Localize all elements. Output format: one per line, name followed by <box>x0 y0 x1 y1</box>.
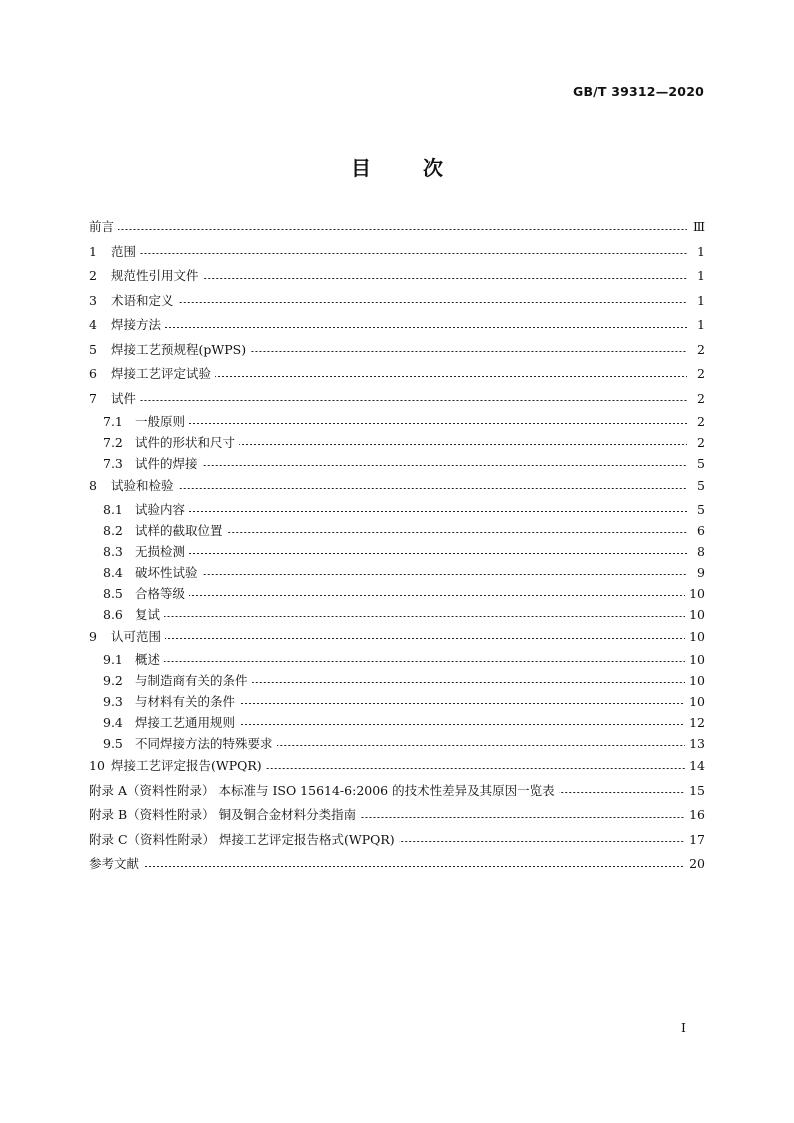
toc-entry[interactable] <box>89 313 705 338</box>
toc-entry[interactable] <box>89 453 705 474</box>
toc-entry-page: 2 <box>697 414 705 429</box>
toc-entry-title: 试件的形状和尺寸 <box>135 435 236 450</box>
dot-leader <box>239 724 685 725</box>
toc-entry-title: 无损检测 <box>135 543 186 559</box>
toc-entry-number: 9.5 <box>103 736 123 751</box>
toc-entry-title: 焊接方法 <box>111 317 162 332</box>
toc-entry-page: 5 <box>697 501 705 517</box>
toc-entry[interactable] <box>89 828 705 853</box>
toc-entry[interactable] <box>89 215 705 240</box>
dot-leader <box>140 400 687 401</box>
toc-entry-page: 14 <box>689 758 705 773</box>
dot-leader <box>165 327 687 328</box>
toc-entry-page: 9 <box>697 564 705 580</box>
dot-leader <box>250 351 687 352</box>
toc-entry[interactable] <box>89 803 705 828</box>
toc-entry-number: 8.6 <box>103 606 123 622</box>
dot-leader <box>399 841 685 842</box>
toc-entry-title: 附录 A（资料性附录） 本标准与 ISO 15614-6:2006 的技术性差异及其原因一览表 <box>89 782 555 798</box>
toc-entry-number: 10 <box>89 758 105 773</box>
dot-leader <box>189 423 687 424</box>
toc-entry-number: 2 <box>89 268 97 283</box>
toc-entry[interactable] <box>89 541 705 562</box>
toc-entry-title: 前言 <box>89 219 115 234</box>
toc-entry[interactable] <box>89 289 705 314</box>
toc-entry-title: 破坏性试验 <box>135 564 198 580</box>
toc-entry-title: 试验内容 <box>135 501 186 517</box>
toc-entry-number: 5 <box>89 341 97 357</box>
toc-entry-page: 10 <box>689 652 705 667</box>
toc-entry-title: 焊接工艺通用规则 <box>135 715 236 730</box>
dot-leader <box>203 278 687 279</box>
dot-leader <box>252 682 686 683</box>
toc-entry-number: 7.1 <box>103 414 123 429</box>
toc-entry-page: 15 <box>689 782 705 798</box>
toc-entry[interactable] <box>89 649 705 670</box>
toc-entry-number: 3 <box>89 292 97 308</box>
toc-entry-title: 范围 <box>111 243 137 259</box>
toc-entry[interactable] <box>89 852 705 877</box>
toc-entry-title: 规范性引用文件 <box>111 268 199 283</box>
toc-entry-page: 17 <box>689 831 705 847</box>
toc-entry[interactable] <box>89 625 705 650</box>
toc-entry-number: 1 <box>89 243 97 259</box>
toc-entry-page: 2 <box>697 435 705 450</box>
toc-entry[interactable] <box>89 604 705 625</box>
toc-entry[interactable] <box>89 691 705 712</box>
table-of-contents <box>89 215 705 877</box>
toc-entry-number: 8.2 <box>103 522 123 538</box>
toc-entry[interactable] <box>89 670 705 691</box>
toc-entry[interactable] <box>89 583 705 604</box>
dot-leader <box>178 302 687 303</box>
toc-entry-page: 10 <box>689 673 705 688</box>
toc-entry[interactable] <box>89 779 705 804</box>
dot-leader <box>559 792 685 793</box>
standard-code: GB/T 39312—2020 <box>572 84 704 99</box>
toc-entry-title: 焊接工艺评定报告(WPQR) <box>111 758 262 773</box>
toc-entry-page: 1 <box>697 317 705 332</box>
toc-entry-page: 10 <box>689 628 705 644</box>
toc-entry[interactable] <box>89 264 705 289</box>
toc-entry-title: 认可范围 <box>111 628 162 644</box>
toc-entry-number: 9.4 <box>103 715 123 730</box>
dot-leader <box>118 229 687 230</box>
toc-entry-number: 9 <box>89 628 97 644</box>
toc-entry-number: 7 <box>89 390 97 406</box>
toc-entry[interactable] <box>89 432 705 453</box>
toc-entry-page: 6 <box>697 522 705 538</box>
toc-entry-page: 2 <box>697 366 705 381</box>
toc-entry-title: 合格等级 <box>135 585 186 601</box>
dot-leader <box>164 661 685 662</box>
dot-leader <box>189 553 687 554</box>
toc-entry-page: 5 <box>697 478 705 493</box>
toc-entry-number: 8.1 <box>103 501 123 517</box>
toc-entry-title: 概述 <box>135 652 161 667</box>
toc-entry-page: 2 <box>697 341 705 357</box>
toc-entry-number: 9.1 <box>103 652 123 667</box>
page-title <box>0 152 794 181</box>
toc-entry-page: 20 <box>689 856 705 871</box>
toc-entry[interactable] <box>89 499 705 520</box>
toc-entry-title: 与材料有关的条件 <box>135 694 236 709</box>
toc-entry-page: 10 <box>689 606 705 622</box>
toc-entry[interactable] <box>89 733 705 754</box>
toc-entry-number: 8.5 <box>103 585 123 601</box>
dot-leader <box>360 817 685 818</box>
toc-entry-number: 4 <box>89 317 97 332</box>
toc-entry-title: 试件 <box>111 390 137 406</box>
toc-entry[interactable] <box>89 338 705 363</box>
toc-entry-page: 2 <box>697 390 705 406</box>
toc-entry-number: 8 <box>89 478 97 493</box>
toc-entry-title: 试件的焊接 <box>135 456 198 471</box>
dot-leader <box>239 703 685 704</box>
dot-leader <box>189 595 685 596</box>
dot-leader <box>140 253 687 254</box>
toc-entry-title: 试样的截取位置 <box>135 522 223 538</box>
toc-entry[interactable] <box>89 520 705 541</box>
toc-entry-page: Ⅲ <box>692 219 705 234</box>
toc-entry-title: 一般原则 <box>135 414 186 429</box>
dot-leader <box>178 488 687 489</box>
dot-leader <box>165 638 685 639</box>
page-number: I <box>681 1020 686 1035</box>
toc-entry-page: 16 <box>689 807 705 822</box>
toc-entry-number: 9.3 <box>103 694 123 709</box>
toc-entry[interactable] <box>89 240 705 265</box>
dot-leader <box>202 465 687 466</box>
toc-entry-title: 不同焊接方法的特殊要求 <box>135 736 273 751</box>
toc-entry-title: 参考文献 <box>89 856 140 871</box>
dot-leader <box>215 376 687 377</box>
toc-entry-page: 12 <box>689 715 705 730</box>
dot-leader <box>143 866 685 867</box>
toc-entry-number: 8.3 <box>103 543 123 559</box>
toc-entry-page: 5 <box>697 456 705 471</box>
toc-entry-title: 附录 B（资料性附录） 铜及铜合金材料分类指南 <box>89 807 357 822</box>
toc-entry-title: 焊接工艺预规程(pWPS) <box>111 341 247 357</box>
toc-entry[interactable] <box>89 411 705 432</box>
toc-entry-title: 焊接工艺评定试验 <box>111 366 212 381</box>
toc-entry-number: 9.2 <box>103 673 123 688</box>
toc-entry[interactable] <box>89 387 705 412</box>
toc-entry[interactable] <box>89 362 705 387</box>
toc-entry-title: 与制造商有关的条件 <box>135 673 248 688</box>
toc-entry[interactable] <box>89 712 705 733</box>
toc-entry-page: 8 <box>697 543 705 559</box>
title-char-right: 次 <box>423 156 443 180</box>
dot-leader <box>202 574 687 575</box>
dot-leader <box>277 745 686 746</box>
toc-entry[interactable] <box>89 474 705 499</box>
toc-entry[interactable] <box>89 754 705 779</box>
toc-entry-title: 术语和定义 <box>111 292 174 308</box>
dot-leader <box>227 532 687 533</box>
toc-entry[interactable] <box>89 562 705 583</box>
toc-entry-number: 6 <box>89 366 97 381</box>
toc-entry-page: 1 <box>697 268 705 283</box>
toc-entry-title: 附录 C（资料性附录） 焊接工艺评定报告格式(WPQR) <box>89 831 395 847</box>
toc-entry-page: 1 <box>697 243 705 259</box>
toc-entry-number: 8.4 <box>103 564 123 580</box>
toc-entry-number: 7.3 <box>103 456 123 471</box>
title-char-left: 目 <box>351 156 371 180</box>
toc-entry-page: 13 <box>689 736 705 751</box>
dot-leader <box>164 616 685 617</box>
dot-leader <box>239 444 687 445</box>
dot-leader <box>189 511 687 512</box>
dot-leader <box>266 768 685 769</box>
toc-entry-number: 7.2 <box>103 435 123 450</box>
toc-entry-page: 1 <box>697 292 705 308</box>
toc-entry-title: 试验和检验 <box>111 478 174 493</box>
toc-entry-title: 复试 <box>135 606 161 622</box>
toc-entry-page: 10 <box>689 694 705 709</box>
toc-entry-page: 10 <box>689 585 705 601</box>
